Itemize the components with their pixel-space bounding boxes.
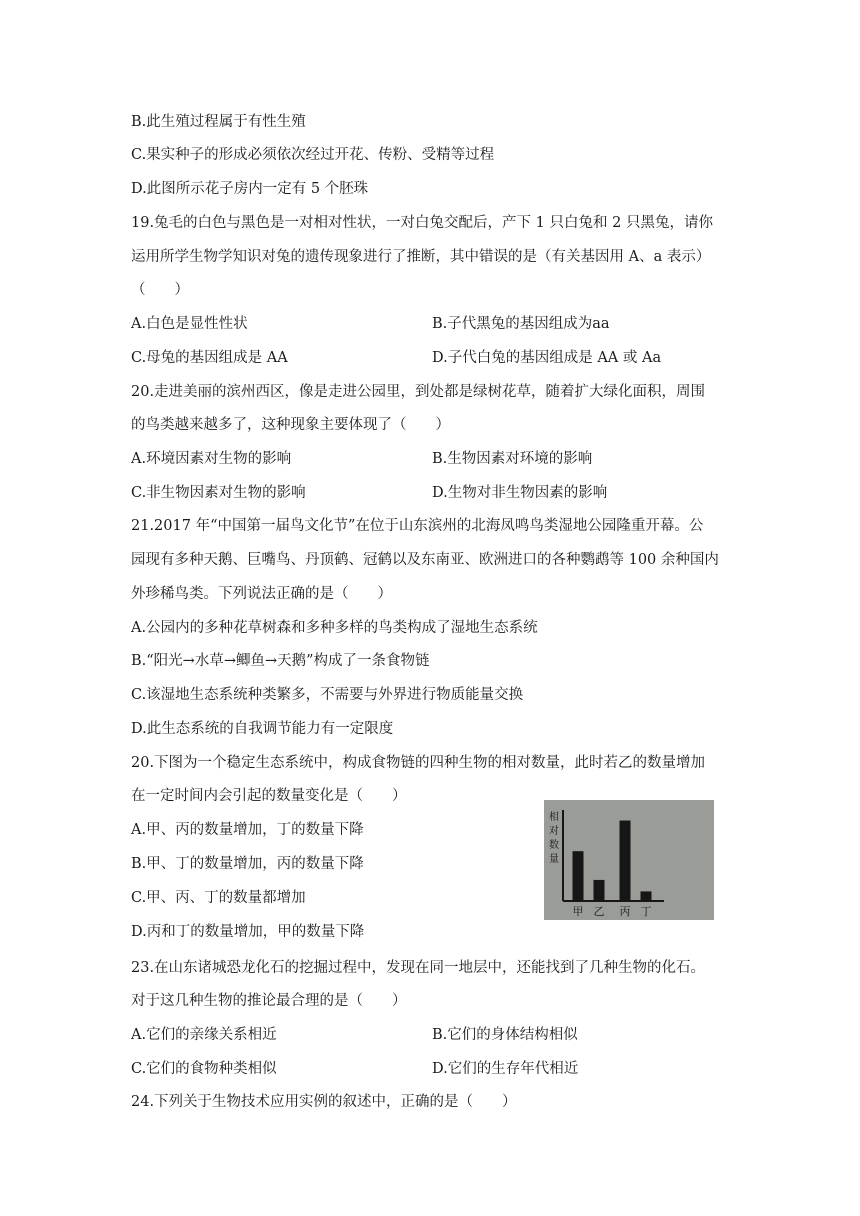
q22-option-a: A.甲、丙的数量增加，丁的数量下降 [131,822,364,838]
q19-option-d: D.子代白兔的基因组成是 AA 或 Aa [432,350,662,366]
q19-option-b: B.子代黑兔的基因组成为aa [432,316,610,332]
q23-option-b: B.它们的身体结构相似 [432,1027,578,1043]
q23-option-a: A.它们的亲缘关系相近 [131,1027,277,1043]
q20-option-d: D.生物对非生物因素的影响 [432,485,608,501]
q21-option-d: D.此生态系统的自我调节能力有一定限度 [131,721,394,737]
q22-stem-line2: 在一定时间内会引起的数量变化是（ ） [131,788,407,804]
chart-svg [544,800,714,920]
q19-option-c: C.母兔的基因组成是 AA [131,350,288,366]
q21-stem-line1: 21.2017 年“中国第一届鸟文化节”在位于山东滨州的北海凤鸣鸟类湿地公园隆重开幕。公 [131,518,704,534]
q23-option-c: C.它们的食物种类相似 [131,1061,277,1077]
q24-stem: 24.下列关于生物技术应用实例的叙述中，正确的是（ ） [131,1094,517,1110]
q19-answer-blank: （ ） [131,282,189,298]
q23-stem-line1: 23.在山东诸城恐龙化石的挖掘过程中，发现在同一地层中，还能找到了几种生物的化石。 [131,960,706,976]
x-tick-label-2: 丙 [619,905,631,918]
bars [573,821,652,901]
q20-option-a: A.环境因素对生物的影响 [131,451,292,467]
q19-stem-line2: 运用所学生物学知识对兔的遗传现象进行了推断，其中错误的是（有关基因用 A、a 表示） [131,249,711,265]
q19-option-a: A.白色是显性性状 [131,316,248,332]
q23-option-d: D.它们的生存年代相近 [432,1061,579,1077]
y-axis-label [549,810,559,865]
bar-1 [594,880,605,901]
q21-option-c: C.该湿地生态系统种类繁多，不需要与外界进行物质能量交换 [131,687,524,703]
q22-option-c: C.甲、丙、丁的数量都增加 [131,890,306,906]
q21-stem-line2: 园现有多种天鹅、巨嘴鸟、丹顶鹤、冠鹤以及东南亚、欧洲进口的各种鹦鹉等 100 余种国内 [131,552,719,568]
y-axis-label-text: 相对数量 [549,812,559,865]
x-tick-label-0: 甲 [572,905,584,918]
q21-option-a: A.公园内的多种花草树森和多种多样的鸟类构成了湿地生态系统 [131,620,538,636]
x-tick-labels [573,905,652,918]
q21-option-b: B.“阳光→水草→鲫鱼→天鹅”构成了一条食物链 [131,653,430,669]
q19-stem-line1: 19.兔毛的白色与黑色是一对相对性状，一对白兔交配后，产下 1 只白兔和 2 只黑兔，请你 [131,215,713,231]
q22-option-b: B.甲、丁的数量增加，丙的数量下降 [131,856,364,872]
q20-stem-line2: 的鸟类越来越多了，这种现象主要体现了（ ） [131,417,450,433]
q21-stem-line3: 外珍稀鸟类。下列说法正确的是（ ） [131,586,392,602]
bar-2 [620,821,631,901]
q23-stem-line2: 对于这几种生物的推论最合理的是（ ） [131,993,407,1009]
q22-option-d: D.丙和丁的数量增加，甲的数量下降 [131,924,365,940]
x-tick-label-1: 乙 [593,905,605,918]
population-bar-chart [544,800,714,920]
q22-stem-line1: 20.下图为一个稳定生态系统中，构成食物链的四种生物的相对数量，此时若乙的数量增加 [131,755,706,771]
q20-stem-line1: 20.走进美丽的滨州西区，像是走进公园里，到处都是绿树花草，随着扩大绿化面积，周围 [131,384,706,400]
q18-option-d: D.此图所示花子房内一定有 5 个胚珠 [131,181,369,197]
q18-option-b: B.此生殖过程属于有性生殖 [131,114,306,130]
q20-option-c: C.非生物因素对生物的影响 [131,485,306,501]
q18-option-c: C.果实种子的形成必须依次经过开花、传粉、受精等过程 [131,147,495,163]
bar-3 [641,891,652,901]
x-tick-label-3: 丁 [640,905,652,918]
bar-0 [573,851,584,901]
q20-option-b: B.生物因素对环境的影响 [432,451,593,467]
